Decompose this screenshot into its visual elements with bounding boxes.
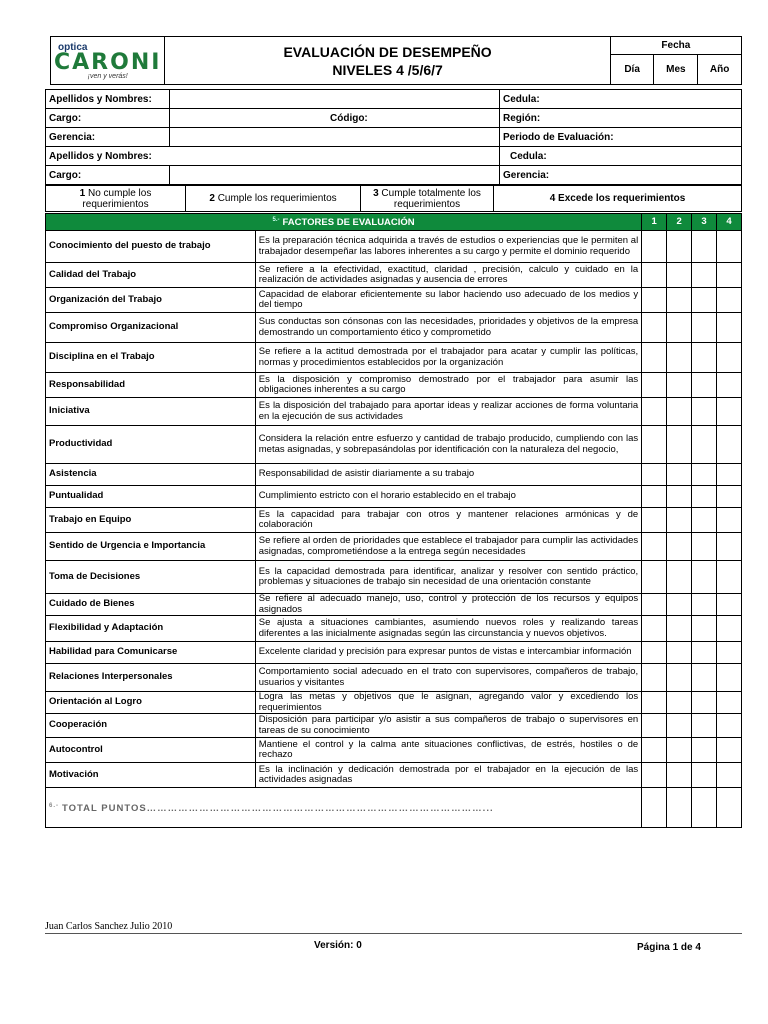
- score-header-1: 1: [642, 214, 667, 231]
- factor-description: Mantiene el control y la calma ante situaciones conflictivas, de estrés, hostiles o de rechazo: [255, 738, 641, 763]
- score-cell-3[interactable]: [692, 486, 717, 508]
- score-cell-2[interactable]: [667, 426, 692, 464]
- score-cell-3[interactable]: [692, 763, 717, 788]
- cargo-evaluador-label: Cargo:: [46, 166, 170, 185]
- score-cell-1[interactable]: [642, 231, 667, 263]
- score-cell-1[interactable]: [642, 263, 667, 288]
- score-cell-3[interactable]: [692, 426, 717, 464]
- mes-label: Mes: [654, 54, 698, 84]
- cargo-evaluador-field[interactable]: [170, 166, 500, 185]
- score-header-2: 2: [667, 214, 692, 231]
- factors-section-number: 5.-: [272, 217, 280, 224]
- score-cell-1[interactable]: [642, 508, 667, 533]
- score-cell-2[interactable]: [667, 616, 692, 642]
- score-cell-1[interactable]: [642, 373, 667, 398]
- level-3: [361, 186, 494, 212]
- footer-version: Versión: 0: [314, 940, 362, 951]
- factor-name: Disciplina en el Trabajo: [46, 343, 256, 373]
- level-1-text: No cumple los requerimientos: [82, 187, 152, 210]
- factor-name: Organización del Trabajo: [46, 288, 256, 313]
- factor-row: [46, 343, 742, 373]
- factor-description: Se ajusta a situaciones cambiantes, asumiendo nuevos roles y realizando tareas diferentes a las inicialmente asignadas según las circunstancia y nuevos objetivos.: [255, 616, 641, 642]
- apellidos-field[interactable]: [170, 90, 500, 109]
- title-line-2: NIVELES 4 /5/6/7: [332, 61, 443, 78]
- codigo-label: Código:: [170, 109, 500, 128]
- total-points-text: TOTAL PUNTOS……………………………………………………………………………………...: [62, 802, 494, 814]
- total-score-cell-2[interactable]: [667, 788, 692, 828]
- total-score-cell-1[interactable]: [642, 788, 667, 828]
- factor-row: [46, 486, 742, 508]
- fecha-label: Fecha: [610, 37, 741, 55]
- score-cell-2[interactable]: [667, 763, 692, 788]
- apellidos-label: Apellidos y Nombres:: [46, 90, 170, 109]
- factor-row: [46, 763, 742, 788]
- factor-name: Trabajo en Equipo: [46, 508, 256, 533]
- logo-optica-text: optica: [58, 41, 88, 53]
- score-cell-2[interactable]: [667, 373, 692, 398]
- score-cell-2[interactable]: [667, 664, 692, 692]
- factor-row: [46, 313, 742, 343]
- factor-name: Autocontrol: [46, 738, 256, 763]
- factor-name: Cooperación: [46, 714, 256, 738]
- score-cell-1[interactable]: [642, 714, 667, 738]
- factor-name: Motivación: [46, 763, 256, 788]
- factor-row: [46, 738, 742, 763]
- factor-description: Excelente claridad y precisión para expresar puntos de vistas e intercambiar información: [255, 642, 641, 664]
- score-cell-4[interactable]: [717, 714, 742, 738]
- factor-name: Flexibilidad y Adaptación: [46, 616, 256, 642]
- score-cell-3[interactable]: [692, 343, 717, 373]
- score-cell-2[interactable]: [667, 263, 692, 288]
- factor-description: Comportamiento social adecuado en el trato con supervisores, compañeros de trabajo, usuarios y visitantes: [255, 664, 641, 692]
- score-cell-4[interactable]: [717, 398, 742, 426]
- factor-name: Productividad: [46, 426, 256, 464]
- factor-row: [46, 594, 742, 616]
- footer-page-number: Página 1 de 4: [637, 942, 701, 953]
- factor-row: [46, 231, 742, 263]
- factor-name: Conocimiento del puesto de trabajo: [46, 231, 256, 263]
- score-cell-4[interactable]: [717, 692, 742, 714]
- score-cell-2[interactable]: [667, 692, 692, 714]
- factor-row: [46, 263, 742, 288]
- score-header-3: 3: [692, 214, 717, 231]
- score-cell-1[interactable]: [642, 486, 667, 508]
- score-cell-3[interactable]: [692, 373, 717, 398]
- apellidos-evaluador-label: Apellidos y Nombres:: [46, 147, 500, 166]
- score-cell-4[interactable]: [717, 486, 742, 508]
- score-header-4: 4: [717, 214, 742, 231]
- factor-name: Responsabilidad: [46, 373, 256, 398]
- factor-description: Considera la relación entre esfuerzo y cantidad de trabajo producido, cumpliendo con las metas asignadas, y sobrepasándolas por identificación con la naturaleza del negocio,: [255, 426, 641, 464]
- factor-name: Toma de Decisiones: [46, 561, 256, 594]
- factor-description: Es la capacidad para trabajar con otros y mantener relaciones armónicas y de colaboración: [255, 508, 641, 533]
- score-cell-2[interactable]: [667, 594, 692, 616]
- factor-name: Puntualidad: [46, 486, 256, 508]
- level-3-text: Cumple totalmente los requerimientos: [381, 187, 481, 210]
- score-cell-4[interactable]: [717, 343, 742, 373]
- cedula-evaluador-label: Cedula:: [500, 147, 742, 166]
- score-cell-4[interactable]: [717, 263, 742, 288]
- logo-brand-text: CARONI: [54, 49, 162, 75]
- gerencia-field[interactable]: [170, 128, 500, 147]
- factor-description: Es la disposición del trabajado para aportar ideas y realizar acciones de forma voluntaria en la ejecución de sus actividades: [255, 398, 641, 426]
- factor-name: Relaciones Interpersonales: [46, 664, 256, 692]
- score-cell-3[interactable]: [692, 398, 717, 426]
- score-cell-1[interactable]: [642, 533, 667, 561]
- title-line-1: EVALUACIÓN DE DESEMPEÑO: [283, 43, 492, 60]
- factor-description: Disposición para participar y/o asistir a sus compañeros de trabajo o supervisores en tareas de su conocimiento: [255, 714, 641, 738]
- score-cell-2[interactable]: [667, 738, 692, 763]
- score-cell-1[interactable]: [642, 343, 667, 373]
- factor-description: Logra las metas y objetivos que le asignan, agregando valor y excediendo los requerimientos: [255, 692, 641, 714]
- score-cell-2[interactable]: [667, 464, 692, 486]
- level-3-number: 3: [373, 187, 379, 199]
- score-cell-3[interactable]: [692, 288, 717, 313]
- score-cell-2[interactable]: [667, 486, 692, 508]
- score-cell-4[interactable]: [717, 288, 742, 313]
- factor-description: Es la preparación técnica adquirida a través de estudios o experiencias que le permiten al trabajador desempeñar las labores inherentes a su cargo y permite el dominio requerido: [255, 231, 641, 263]
- factor-name: Sentido de Urgencia e Importancia: [46, 533, 256, 561]
- score-cell-4[interactable]: [717, 426, 742, 464]
- score-cell-1[interactable]: [642, 616, 667, 642]
- gerencia-label: Gerencia:: [46, 128, 170, 147]
- total-score-cell-4[interactable]: [717, 788, 742, 828]
- score-cell-4[interactable]: [717, 616, 742, 642]
- score-cell-3[interactable]: [692, 561, 717, 594]
- total-points-label: [46, 788, 642, 828]
- logo: [51, 37, 165, 85]
- score-cell-4[interactable]: [717, 594, 742, 616]
- level-4: [494, 186, 742, 212]
- factor-description: Sus conductas son cónsonas con las necesidades, prioridades y objetivos de la empresa demostrando un comportamiento ético y comprometido: [255, 313, 641, 343]
- factor-description: Se refiere al adecuado manejo, uso, control y protección de los recursos y equipos asignados: [255, 594, 641, 616]
- level-1-number: 1: [79, 187, 86, 199]
- factor-row: [46, 561, 742, 594]
- score-cell-1[interactable]: [642, 692, 667, 714]
- factor-row: [46, 692, 742, 714]
- score-cell-4[interactable]: [717, 313, 742, 343]
- score-cell-1[interactable]: [642, 594, 667, 616]
- level-1: [46, 186, 186, 212]
- footer-author: Juan Carlos Sanchez Julio 2010: [45, 921, 173, 932]
- score-cell-2[interactable]: [667, 642, 692, 664]
- score-cell-3[interactable]: [692, 313, 717, 343]
- level-2-text: Cumple los requerimientos: [217, 193, 337, 204]
- rating-scale: [45, 185, 742, 212]
- score-cell-4[interactable]: [717, 231, 742, 263]
- total-row: [46, 788, 742, 828]
- factor-description: Capacidad de elaborar eficientemente su labor haciendo uso adecuado de los medios y del tiempo: [255, 288, 641, 313]
- level-4-text: Excede los requerimientos: [558, 193, 686, 204]
- score-cell-4[interactable]: [717, 508, 742, 533]
- factors-title: FACTORES DE EVALUACIÓN: [282, 217, 415, 229]
- factor-row: [46, 398, 742, 426]
- score-cell-3[interactable]: [692, 533, 717, 561]
- factor-name: Habilidad para Comunicarse: [46, 642, 256, 664]
- score-cell-1[interactable]: [642, 313, 667, 343]
- score-cell-1[interactable]: [642, 464, 667, 486]
- dia-label: Día: [610, 54, 654, 84]
- score-cell-3[interactable]: [692, 464, 717, 486]
- factor-description: Es la disposición y compromiso demostrado por el trabajador para asumir las obligaciones inherentes a su cargo: [255, 373, 641, 398]
- score-cell-2[interactable]: [667, 343, 692, 373]
- score-cell-4[interactable]: [717, 373, 742, 398]
- factor-row: [46, 533, 742, 561]
- factor-row: [46, 616, 742, 642]
- factor-name: Orientación al Logro: [46, 692, 256, 714]
- score-cell-2[interactable]: [667, 714, 692, 738]
- score-cell-2[interactable]: [667, 508, 692, 533]
- score-cell-3[interactable]: [692, 664, 717, 692]
- gerencia-evaluador-label: Gerencia:: [500, 166, 742, 185]
- score-cell-4[interactable]: [717, 642, 742, 664]
- score-cell-3[interactable]: [692, 692, 717, 714]
- score-cell-1[interactable]: [642, 288, 667, 313]
- factor-description: Es la inclinación y dedicación demostrada por el trabajador en la ejecución de las actividades asignadas: [255, 763, 641, 788]
- score-cell-3[interactable]: [692, 263, 717, 288]
- factor-description: Se refiere al orden de prioridades que establece el trabajador para cumplir las actividades asignadas, comprometiéndose a la entrega según necesidades: [255, 533, 641, 561]
- factor-description: Es la capacidad demostrada para identificar, analizar y resolver con sentido práctico, problemas y situaciones de trabajo sin necesidad de una orientación constante: [255, 561, 641, 594]
- score-cell-4[interactable]: [717, 561, 742, 594]
- factor-row: [46, 464, 742, 486]
- factor-row: [46, 664, 742, 692]
- factor-row: [46, 288, 742, 313]
- cargo-label: Cargo:: [46, 109, 170, 128]
- page-title: [165, 37, 610, 85]
- score-cell-2[interactable]: [667, 398, 692, 426]
- footer-divider: [45, 933, 742, 934]
- score-cell-1[interactable]: [642, 426, 667, 464]
- total-section-number: 6.-: [49, 802, 60, 809]
- score-cell-3[interactable]: [692, 738, 717, 763]
- factor-description: Se refiere a la actitud demostrada por el trabajador para acatar y cumplir las políticas, normas y procedimientos establecidos por la organización: [255, 343, 641, 373]
- score-cell-1[interactable]: [642, 664, 667, 692]
- score-cell-1[interactable]: [642, 561, 667, 594]
- score-cell-1[interactable]: [642, 763, 667, 788]
- score-cell-2[interactable]: [667, 231, 692, 263]
- factor-description: Responsabilidad de asistir diariamente a su trabajo: [255, 464, 641, 486]
- factor-row: [46, 642, 742, 664]
- factor-row: [46, 508, 742, 533]
- score-cell-3[interactable]: [692, 508, 717, 533]
- score-cell-3[interactable]: [692, 231, 717, 263]
- factor-description: Se refiere a la efectividad, exactitud, claridad , precisión, calculo y cuidado en la realización de actividades asignadas y ausencia de errores: [255, 263, 641, 288]
- cedula-label: Cedula:: [500, 90, 742, 109]
- factor-name: Asistencia: [46, 464, 256, 486]
- score-cell-4[interactable]: [717, 738, 742, 763]
- score-cell-4[interactable]: [717, 464, 742, 486]
- score-cell-3[interactable]: [692, 594, 717, 616]
- factor-row: [46, 373, 742, 398]
- score-cell-1[interactable]: [642, 738, 667, 763]
- factors-table: [45, 213, 742, 828]
- factor-description: Cumplimiento estricto con el horario establecido en el trabajo: [255, 486, 641, 508]
- level-2: [186, 186, 361, 212]
- factor-name: Iniciativa: [46, 398, 256, 426]
- score-cell-3[interactable]: [692, 714, 717, 738]
- score-cell-2[interactable]: [667, 533, 692, 561]
- factor-name: Calidad del Trabajo: [46, 263, 256, 288]
- score-cell-2[interactable]: [667, 288, 692, 313]
- factor-row: [46, 714, 742, 738]
- factor-name: Compromiso Organizacional: [46, 313, 256, 343]
- factor-name: Cuidado de Bienes: [46, 594, 256, 616]
- score-cell-4[interactable]: [717, 763, 742, 788]
- anio-label: Año: [698, 54, 742, 84]
- periodo-label: Periodo de Evaluación:: [500, 128, 742, 147]
- score-cell-2[interactable]: [667, 561, 692, 594]
- score-cell-4[interactable]: [717, 533, 742, 561]
- score-cell-1[interactable]: [642, 398, 667, 426]
- score-cell-3[interactable]: [692, 642, 717, 664]
- factor-row: [46, 426, 742, 464]
- employee-info-table: [45, 89, 742, 185]
- score-cell-1[interactable]: [642, 642, 667, 664]
- score-cell-4[interactable]: [717, 664, 742, 692]
- factors-header: [46, 214, 642, 231]
- level-4-number: 4: [549, 193, 556, 204]
- score-cell-2[interactable]: [667, 313, 692, 343]
- total-score-cell-3[interactable]: [692, 788, 717, 828]
- level-2-number: 2: [209, 193, 215, 204]
- logo-tagline: ¡ven y verás!: [87, 72, 128, 80]
- region-label: Región:: [500, 109, 742, 128]
- factors-header-row: [46, 214, 742, 231]
- score-cell-3[interactable]: [692, 616, 717, 642]
